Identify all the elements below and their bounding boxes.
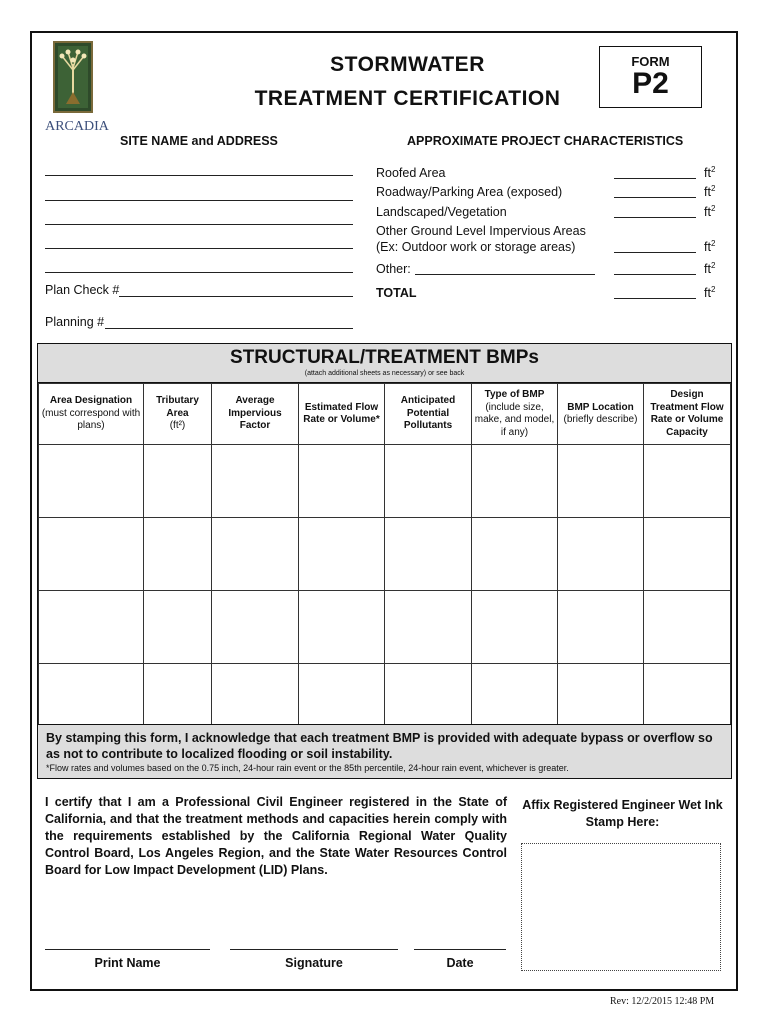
acknowledgement-text: By stamping this form, I acknowledge that each treatment BMP is provided with adequate bypass or overflow so as not to contribute to localized flooding or soil instability. [46,731,713,761]
table-cell[interactable] [385,445,472,518]
table-cell[interactable] [39,518,144,591]
total-unit: $ft^2$ [704,285,716,301]
table-cell[interactable] [644,445,731,518]
site-address-line-5[interactable] [45,272,353,273]
bmp-subtitle: (attach additional sheets as necessary) or see back [304,370,465,377]
col-flow-rate: Estimated Flow Rate or Volume* [299,384,385,445]
table-cell[interactable] [472,445,558,518]
col-area-designation: Area Designation (must correspond with plans) [39,384,144,445]
table-cell[interactable] [144,445,212,518]
certification-text: I certify that I am a Professional Civil Engineer registered in the State of California, and that the treatment methods and capacities herein comply with the requirements established by the California Regional Water Quality Control Board, Los Angeles Region, and the State Water Resources Control Board for Low Impact Development (LID) Plans. [45,795,507,877]
roadway-area-unit: $ft^2$ [704,184,716,200]
table-cell[interactable] [39,591,144,664]
table-row [39,591,731,664]
other-ground-label-2: (Ex: Outdoor work or storage areas) [376,240,576,254]
bmp-acknowledgement [38,724,731,778]
table-cell[interactable] [212,591,299,664]
table-cell[interactable] [39,445,144,518]
form-label: FORM [631,54,670,69]
table-cell[interactable] [299,518,385,591]
other-area-field[interactable] [614,274,696,275]
table-row [39,518,731,591]
roofed-area-label: Roofed Area [376,166,446,180]
total-field[interactable] [614,298,696,299]
table-cell[interactable] [472,591,558,664]
flow-rate-note: *Flow rates and volumes based on the 0.75 inch, 24-hour rain event or the 85th percentile, 24-hour rain event, whichever is greater. [46,763,569,773]
characteristics-heading: APPROXIMATE PROJECT CHARACTERISTICS [407,134,684,148]
table-cell[interactable] [212,518,299,591]
col-bmp-location: BMP Location (briefly describe) [558,384,644,445]
other-description-field[interactable] [415,274,595,275]
signature-field[interactable] [230,949,398,950]
total-label: TOTAL [376,286,417,300]
stamp-instruction: Affix Registered Engineer Wet Ink Stamp Here: [522,798,723,829]
table-cell[interactable] [212,445,299,518]
col-design-capacity: Design Treatment Flow Rate or Volume Capacity [644,384,731,445]
date-field[interactable] [414,949,506,950]
other-ground-label-1: Other Ground Level Impervious Areas [376,224,586,238]
table-cell[interactable] [558,518,644,591]
svg-text:ARCADIA: ARCADIA [45,119,109,134]
table-cell[interactable] [472,518,558,591]
col-bmp-type: Type of BMP (include size, make, and model, if any) [472,384,558,445]
other-ground-unit: $ft^2$ [704,239,716,255]
title-line-2: TREATMENT CERTIFICATION [254,87,561,110]
site-address-line-2[interactable] [45,200,353,201]
bmp-table [38,383,731,737]
engineer-stamp-box[interactable] [521,843,721,971]
title-line-1: STORMWATER [330,53,485,76]
table-cell[interactable] [299,591,385,664]
print-name-label: Print Name [94,956,161,970]
form-code: P2 [632,67,669,100]
table-cell[interactable] [385,591,472,664]
planning-label: Planning # [45,315,105,329]
other-label: Other: [376,262,411,276]
table-cell[interactable] [144,591,212,664]
form-number-box [599,46,702,108]
site-address-line-3[interactable] [45,224,353,225]
print-name-field[interactable] [45,949,210,950]
revision-stamp: Rev: 12/2/2015 12:48 PM [610,996,715,1007]
landscaped-area-field[interactable] [614,217,696,218]
table-cell[interactable] [558,591,644,664]
col-pollutants: Anticipated Potential Pollutants [385,384,472,445]
table-cell[interactable] [299,445,385,518]
plan-check-field[interactable] [119,296,353,297]
roadway-area-field[interactable] [614,197,696,198]
table-cell[interactable] [644,518,731,591]
form-title [215,48,600,116]
landscaped-area-unit: $ft^2$ [704,204,716,220]
table-row [39,445,731,518]
col-tributary-area: Tributary Area (ft²) [144,384,212,445]
arcadia-logo [38,40,116,136]
plan-check-label: Plan Check # [45,283,120,297]
bmp-section [37,343,732,779]
roadway-area-label: Roadway/Parking Area (exposed) [376,185,563,199]
roofed-area-field[interactable] [614,178,696,179]
planning-field[interactable] [105,328,353,329]
site-address-line-4[interactable] [45,248,353,249]
site-address-line-1[interactable] [45,175,353,176]
site-heading: SITE NAME and ADDRESS [120,134,278,148]
bmp-header [38,344,731,383]
col-impervious-factor: Average Impervious Factor [212,384,299,445]
table-cell[interactable] [385,518,472,591]
other-area-unit: $ft^2$ [704,261,716,277]
other-ground-field[interactable] [614,252,696,253]
bmp-table-header-row [39,384,731,445]
date-label: Date [446,956,474,970]
signature-label: Signature [285,956,343,970]
table-cell[interactable] [558,445,644,518]
roofed-area-unit: $ft^2$ [704,165,716,181]
table-cell[interactable] [644,591,731,664]
bmp-title: STRUCTURAL/TREATMENT BMPs [230,347,539,368]
table-cell[interactable] [144,518,212,591]
landscaped-area-label: Landscaped/Vegetation [376,205,507,219]
